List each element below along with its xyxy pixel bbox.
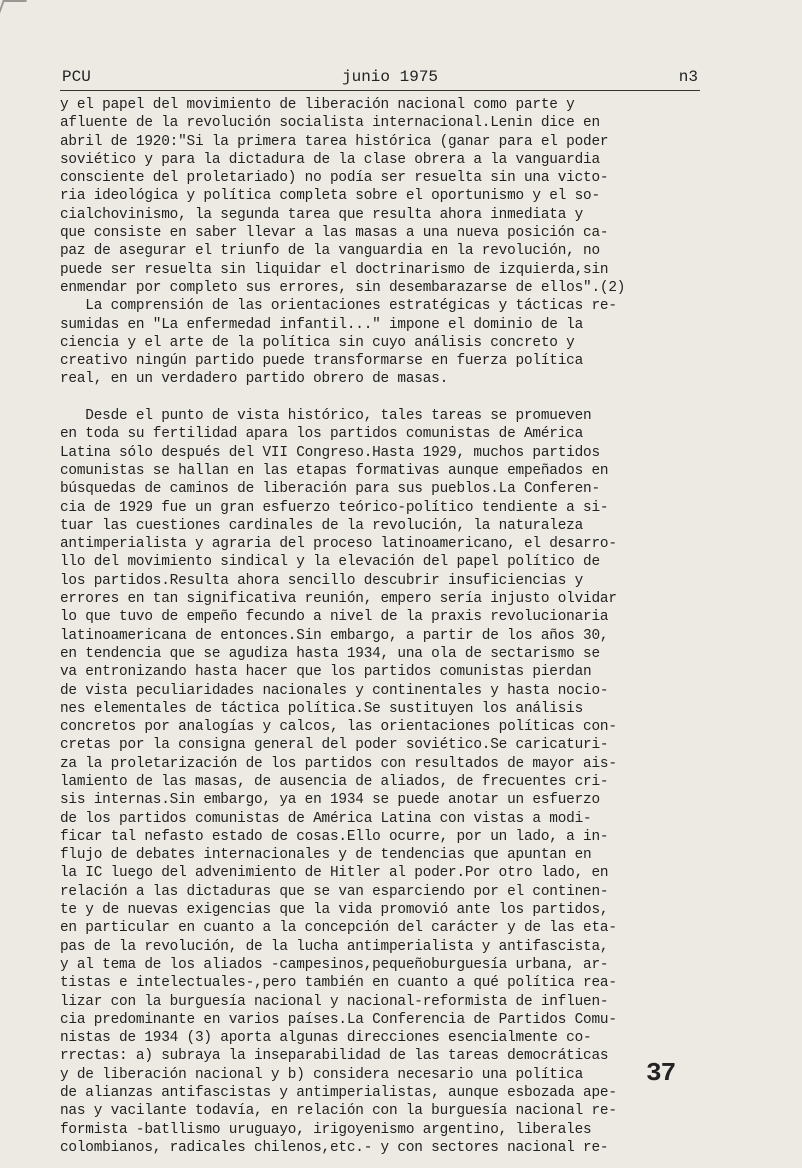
text-line: creativo ningún partido puede transformarse en fuerza política xyxy=(60,353,584,370)
header-date: junio 1975 xyxy=(342,68,439,86)
text-line: soviético y para la dictadura de la clase obrera a la vanguardia xyxy=(60,151,600,168)
text-line: Desde el punto de vista histórico, tales tareas se promueven xyxy=(60,408,592,425)
text-line: za la proletarización de los partidos con resultados de mayor ais- xyxy=(60,755,617,772)
text-line: te y de nuevas exigencias que la vida promovió ante los partidos, xyxy=(60,902,609,919)
text-line: de vista peculiaridades nacionales y continentales y hasta nocio- xyxy=(60,682,609,699)
text-line: cretas por la consigna general del poder soviético.Se caricaturi- xyxy=(60,737,609,754)
text-line: tistas e intelectuales-,pero también en cuanto a qué política rea- xyxy=(60,975,617,992)
text-line: nistas de 1934 (3) aporta algunas direcciones esencialmente co- xyxy=(60,1030,592,1047)
text-line: enmendar por completo sus errores, sin desembarazarse de ellos".(2) xyxy=(60,279,626,296)
text-line: lizar con la burguesía nacional y nacional-reformista de influen- xyxy=(60,993,609,1010)
paragraph xyxy=(60,297,710,388)
header-issue: n3 xyxy=(678,68,698,86)
text-line: La comprensión de las orientaciones estratégicas y tácticas re- xyxy=(60,298,617,315)
text-line: en toda su fertilidad apara los partidos comunistas de América xyxy=(60,426,584,443)
paragraph-gap xyxy=(60,389,710,407)
text-line: cialchovinismo, la segunda tarea que resulta ahora inmediata y xyxy=(60,206,584,223)
text-line: cia predominante en varios países.La Conferencia de Partidos Comu- xyxy=(60,1011,617,1028)
text-line: nas y vacilante todavía, en relación con la burguesía nacional re- xyxy=(60,1103,617,1120)
text-line: pas de la revolución, de la lucha antimperialista y antifascista, xyxy=(60,938,609,955)
paragraph xyxy=(60,96,710,297)
text-line: Latina sólo después del VII Congreso.Hasta 1929, muchos partidos xyxy=(60,444,600,461)
text-line: concretos por analogías y calcos, las orientaciones políticas con- xyxy=(60,719,617,736)
text-line: latinoamericana de entonces.Sin embargo, a partir de los años 30, xyxy=(60,627,609,644)
text-line: antimperialista y agraria del proceso latinoamericano, el desarro- xyxy=(60,536,617,553)
text-line: errores en tan significativa reunión, empero sería injusto olvidar xyxy=(60,591,617,608)
body-text xyxy=(60,96,710,1157)
text-line: lamiento de las masas, de ausencia de aliados, de frecuentes cri- xyxy=(60,773,609,790)
text-line: flujo de debates internacionales y de tendencias que apuntan en xyxy=(60,847,592,864)
text-line: los partidos.Resulta ahora sencillo descubrir insuficiencias y xyxy=(60,572,584,589)
text-line: va entronizando hasta hacer que los partidos comunistas pierdan xyxy=(60,664,592,681)
text-line: lo que tuvo de empeño fecundo a nivel de la praxis revolucionaria xyxy=(60,609,609,626)
text-line: que consiste en saber llevar a las masas a una nueva posición ca- xyxy=(60,225,609,242)
text-line: rrectas: a) subraya la inseparabilidad de las tareas democráticas xyxy=(60,1048,609,1065)
text-line: tuar las cuestiones cardinales de la revolución, la naturaleza xyxy=(60,517,584,534)
text-line: formista -batllismo uruguayo, irigoyenismo argentino, liberales xyxy=(60,1121,592,1138)
text-line: y al tema de los aliados -campesinos,pequeñoburguesía urbana, ar- xyxy=(60,956,609,973)
text-line: ciencia y el arte de la política sin cuyo análisis concreto y xyxy=(60,334,575,351)
page-number: 37 xyxy=(646,1058,676,1088)
text-line: comunistas se hallan en las etapas formativas aunque empeñados en xyxy=(60,462,609,479)
text-line: la IC luego del advenimiento de Hitler al poder.Por otro lado, en xyxy=(60,865,609,882)
text-line: sumidas en "La enfermedad infantil..." impone el dominio de la xyxy=(60,316,584,333)
text-line: nes elementales de táctica política.Se sustituyen los análisis xyxy=(60,700,584,717)
text-line: ria ideológica y política completa sobre el oportunismo y el so- xyxy=(60,188,600,205)
text-line: en particular en cuanto a la concepción del carácter y de las eta- xyxy=(60,920,617,937)
text-line: y de liberación nacional y b) considera necesario una política xyxy=(60,1066,584,1083)
text-line: real, en un verdadero partido obrero de masas. xyxy=(60,371,449,388)
text-line: llo del movimiento sindical y la elevación del papel político de xyxy=(60,554,600,571)
text-line: cia de 1929 fue un gran esfuerzo teórico-político tendiente a si- xyxy=(60,499,609,516)
corner-mark xyxy=(0,0,27,16)
text-line: paz de asegurar el triunfo de la vanguardia en la revolución, no xyxy=(60,243,600,260)
text-line: y el papel del movimiento de liberación nacional como parte y xyxy=(60,97,575,113)
text-line: abril de 1920:"Si la primera tarea histórica (ganar para el poder xyxy=(60,133,609,150)
text-line: puede ser resuelta sin liquidar el doctrinarismo de izquierda,sin xyxy=(60,261,609,278)
header-publication: PCU xyxy=(62,68,91,86)
text-line: en tendencia que se agudiza hasta 1934, una ola de sectarismo se xyxy=(60,645,600,662)
text-line: búsquedas de caminos de liberación para sus pueblos.La Conferen- xyxy=(60,481,600,498)
text-line: ficar tal nefasto estado de cosas.Ello ocurre, por un lado, a in- xyxy=(60,828,609,845)
text-line: colombianos, radicales chilenos,etc.- y con sectores nacional re- xyxy=(60,1139,609,1156)
text-line: de los partidos comunistas de América Latina con vistas a modi- xyxy=(60,810,592,827)
page-header xyxy=(60,68,700,91)
text-line: sis internas.Sin embargo, ya en 1934 se puede anotar un esfuerzo xyxy=(60,792,600,809)
paragraph xyxy=(60,407,710,1157)
text-line: de alianzas antifascistas y antimperialistas, aunque esbozada ape- xyxy=(60,1085,617,1102)
text-line: consciente del proletariado) no podía ser resuelta sin una victo- xyxy=(60,170,609,187)
text-line: relación a las dictaduras que se van esparciendo por el continen- xyxy=(60,883,609,900)
text-line: afluente de la revolución socialista internacional.Lenin dice en xyxy=(60,115,600,132)
